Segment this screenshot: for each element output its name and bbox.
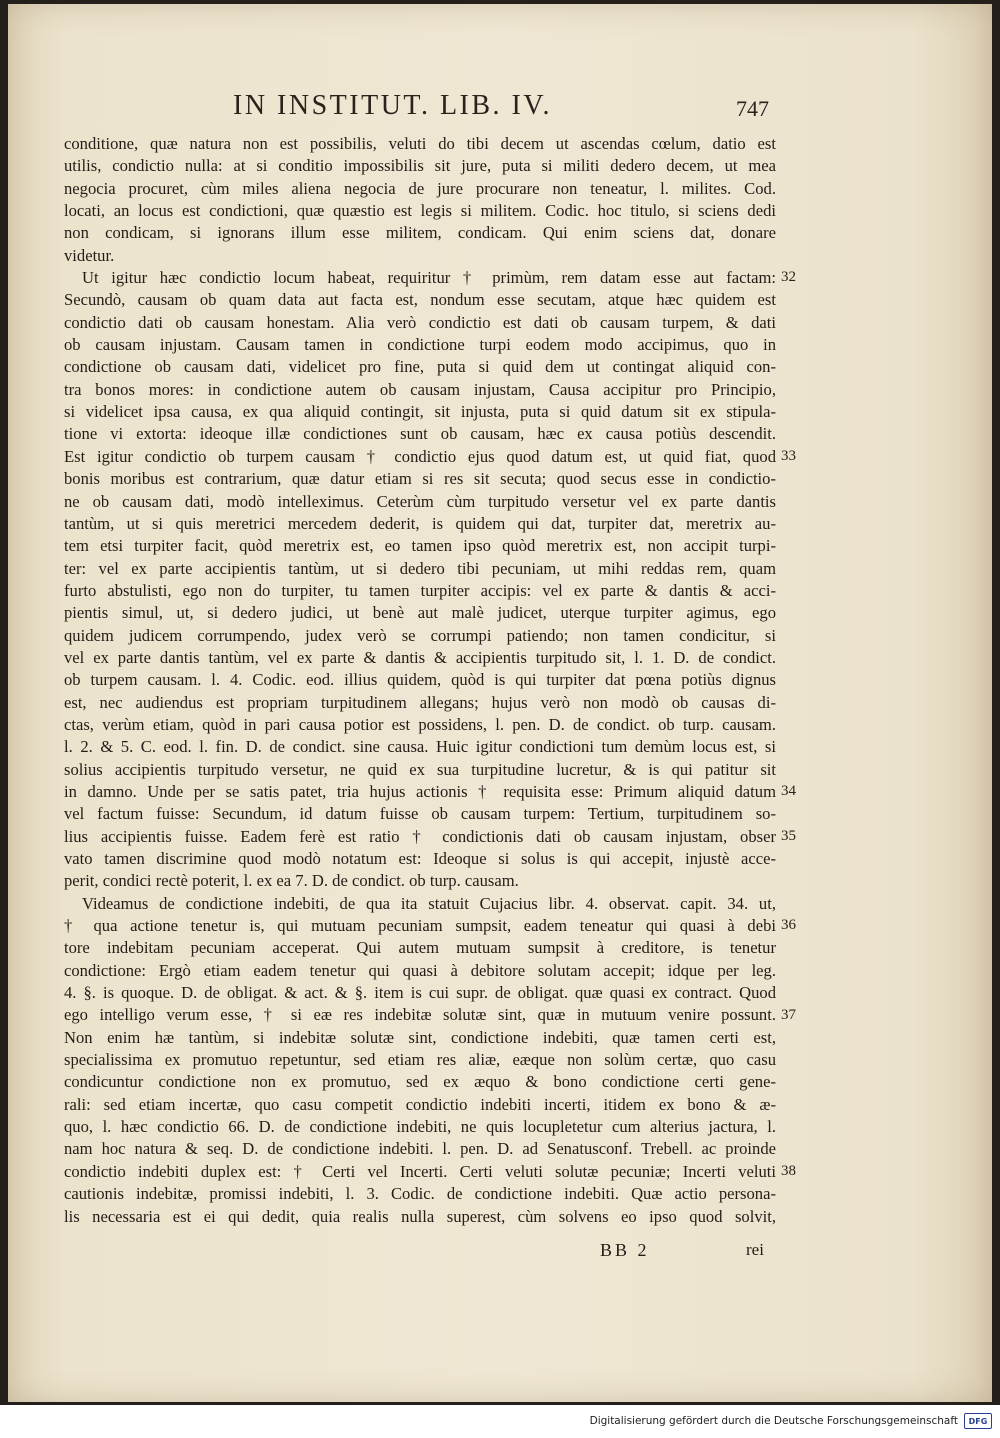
catchword: rei [746,1240,764,1259]
text-line: specialissima ex promutuo repetuntur, sed etiam res aliæ, eæque non solùm certæ, quo casu [64,1050,776,1070]
body-text [64,133,776,1228]
digitization-footer [0,1405,1000,1438]
text-line: ego intelligo verum esse, † si eæ res indebitæ solutæ sint, quæ in mutuum venire possunt. [64,1005,776,1025]
running-title: IN INSTITUT. LIB. IV. [233,90,552,121]
text-line: locati, an locus est condictioni, quæ quæstio est legis si militem. Codic. hoc titulo, si sciens dedi [64,201,776,221]
text-line: pientis simul, ut, si dedero judici, ut benè aut malè judicet, uterque turpiter agimus, ego [64,603,776,623]
text-line: perit, condici rectè poterit, l. ex ea 7. D. de condict. ob turp. causam. [64,871,519,891]
text-line: vel ex parte dantis tantùm, vel ex parte & dantis & accipientis turpitudo sit, l. 1. D. de condict. [64,647,776,667]
text-line: ob causam injustam. Causam tamen in condictione turpi eodem modo accipimus, quo in [64,335,776,355]
text-line: tem etsi turpiter facit, quòd meretrix est, eo tamen ipso quòd meretrix est, non accipit turpi- [64,536,776,556]
text-line: tione vi extorta: ideoque illæ condictiones sunt ob causam, hæc ex causa potiùs descendit. [64,424,776,444]
margin-number: 33 [781,447,796,464]
text-line: lius accipientis fuisse. Eadem ferè est ratio † condictionis dati ob causam injustam, obser [64,826,776,846]
text-line: vel factum fuisse: Secundum, id datum fuisse ob causam turpem: Tertium, turpitudinem so- [64,804,776,824]
text-line: non condicam, si ignorans illum esse militem, condicam. Qui enim sciens dat, donare [64,223,776,243]
margin-number: 35 [781,827,796,844]
text-line: solius accipientis turpitudo versetur, ne quid ex sua turpitudine lucretur, & is qui patitur sit [64,759,776,779]
text-line: rali: sed etiam incertæ, quo casu competit condictio indebiti incerti, itidem ex bono & æ- [64,1094,776,1114]
text-line: videtur. [64,245,115,265]
text-line: tantùm, ut si quis meretrici mercedem dederit, is quidem qui dat, turpiter dat, meretrix au- [64,513,776,533]
page-header [8,90,992,130]
text-line: Videamus de condictione indebiti, de qua ita statuit Cujacius libr. 4. observat. capit. 34. ut, [82,893,776,913]
margin-number: 37 [781,1006,796,1023]
text-line: est, nec audiendus est propriam turpitudinem allegans; hujus verò non modò ob causas di- [64,692,776,712]
text-line: ob turpem causam. l. 4. Codic. eod. illius quidem, quòd is qui turpiter dat pœna potiùs dignus [64,670,776,690]
text-line: condictio dati ob causam honestam. Alia verò condictio est dati ob causam turpem, & dati [64,312,776,332]
dfg-logo-icon: DFG [964,1413,992,1429]
text-line: negocia procuret, cùm miles aliena negocia de jure procurare non teneatur, l. milites. Cod. [64,178,776,198]
text-line: ne ob causam dati, modò intelleximus. Ceterùm cùm turpitudo versetur vel ex parte dantis [64,491,776,511]
text-line: si videlicet ipsa causa, ex qua aliquid contingit, sit injusta, puta si quid datum sit ex stipula- [64,402,776,422]
text-line: furto abstulisti, ego non do turpiter, tu tamen turpiter accipis: vel ex parte & dantis & acci- [64,580,776,600]
text-line: condictio indebiti duplex est: † Certi vel Incerti. Certi veluti solutæ pecuniæ; Incerti veluti [64,1161,776,1181]
text-line: condictione ob causam dati, videlicet pro fine, puta si quid dem ut contingat aliquid con- [64,357,776,377]
text-line: tore indebitam pecuniam acceperat. Qui autem mutuam sumpsit à creditore, is tenetur [64,938,776,958]
text-line: quidem judicem corrumpendo, judex verò se corrumpi patiendo; non tamen condicitur, si [64,625,776,645]
text-line: Ut igitur hæc condictio locum habeat, requiritur † primùm, rem datam esse aut factam: [82,268,776,288]
text-line: condictione: Ergò etiam eadem tenetur qui quasi à debitore solutam accepit; idque per leg. [64,960,776,980]
text-line: quo, l. hæc condictio 66. D. de condictione indebiti, ne quis locupletetur cum alterius jactura, l. [64,1117,776,1137]
text-line: lis necessaria est ei qui dedit, quia realis nulla superest, cùm solvens eo ipso quod solvit, [64,1206,776,1226]
text-line: † qua actione tenetur is, qui mutuam pecuniam sumpsit, eadem teneatur qui quasi à debi [64,916,776,936]
text-line: bonis moribus est contrarium, quæ datur etiam si res sit secuta; quod secus esse in condictio- [64,469,776,489]
margin-number: 38 [781,1163,796,1180]
margin-number: 34 [781,783,796,800]
text-line: 4. §. is quoque. D. de obligat. & act. & §. item is cui supr. de obligat. quæ quasi ex contract. Quod [64,983,776,1003]
signature-mark: BB 2 [600,1240,650,1260]
text-line: vato tamen discrimine quod modò notatum est: Ideoque si solus is qui accepit, injustè acce- [64,849,776,868]
text-line: utilis, condictio nulla: at si conditio impossibilis sit jure, puta si militi dedero decem, ut mea [64,156,776,176]
text-line: ter: vel ex parte accipientis tantùm, ut si dedero tibi pecuniam, ut mihi reddas rem, quam [64,558,776,578]
text-line: Est igitur condictio ob turpem causam † condictio ejus quod datum est, ut quid fiat, quod [64,446,776,466]
page-number: 747 [736,96,769,121]
text-line: Non enim hæ tantùm, si indebitæ solutæ sint, condictione indebiti, quæ tamen certi est, [64,1027,776,1047]
text-line: conditione, quæ natura non est possibilis, veluti do tibi decem ut ascendas cœlum, datio est [64,134,776,153]
text-line: nam hoc natura & seq. D. de condictione indebiti. l. pen. D. ad Senatusconf. Trebell. ac proinde [64,1139,776,1159]
footer-credit: Digitalisierung gefördert durch die Deutsche Forschungsgemeinschaft [589,1415,958,1427]
margin-number: 36 [781,917,796,934]
text-line: ctas, verùm etiam, quòd in pari causa potior est possidens, l. pen. D. de condict. ob turp. causam. [64,714,776,734]
margin-number: 32 [781,269,796,286]
text-line: cautionis indebitæ, promissi indebiti, l. 3. Codic. de condictione indebiti. Quæ actio persona- [64,1184,776,1204]
text-line: Secundò, causam ob quam data aut facta est, nondum esse secutam, atque hæc quidem est [64,290,776,310]
book-page [8,4,992,1402]
text-line: condicuntur condictione non ex promutuo, sed ex æquo & bono condictione certi gene- [64,1072,776,1092]
text-line: tra bonos mores: in condictione autem ob causam injustam, Causa accipitur pro Principio, [64,379,776,399]
text-line: l. 2. & 5. C. eod. l. fin. D. de condict. sine causa. Huic igitur condictioni tum demùm locus est, si [64,737,776,757]
text-line: in damno. Unde per se satis patet, tria hujus actionis † requisita esse: Primum aliquid datum [64,781,776,801]
